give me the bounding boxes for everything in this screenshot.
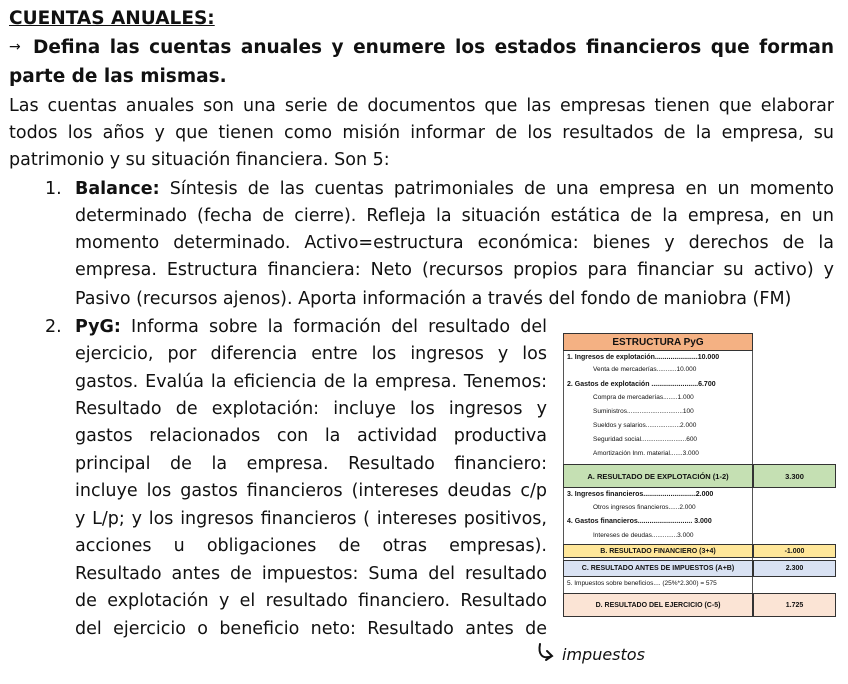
question-line-1: Defina las cuentas anuales y enumere los estados financieros que forman [33, 37, 834, 58]
handwritten-arrow-icon [536, 640, 656, 674]
pyg-structure-table [563, 333, 836, 617]
item-line: Resultado antes de impuestos: Suma del resultado [75, 564, 547, 584]
intro-line: patrimonio y su situación financiera. Son 5: [9, 150, 390, 170]
table-row: 3. Ingresos financieros...........................2.000 [567, 491, 714, 498]
table-row: Sueldos y salarios...................2.000 [593, 422, 697, 429]
item-line: Pasivo (recursos ajenos). Aporta información a través del fondo de maniobra (FM) [75, 289, 792, 309]
item-line: acciones u obligaciones de otras empresas). [75, 536, 547, 556]
item-line: gastos relacionados con la actividad productiva [75, 426, 547, 446]
list-number: 2. [45, 317, 62, 337]
table-row: Amortización Inm. material.......3.000 [593, 450, 699, 457]
table-row: Venta de mercaderías...........10.000 [593, 366, 697, 373]
item-line: y L/p; y los ingresos financieros ( intereses positivos, [75, 509, 547, 529]
table-row: 2. Gastos de explotación ........................6.700 [567, 381, 716, 388]
table-header: ESTRUCTURA PyG [563, 333, 753, 351]
item-line: incluye los gastos financieros (intereses deudas c/p [75, 481, 547, 501]
item-line: gastos. Evalúa la eficiencia de la empresa. Tenemos: [75, 372, 547, 392]
table-row: Suministros...............................100 [593, 408, 694, 415]
list-item-balance-first [75, 176, 834, 203]
term-balance: Balance: [75, 179, 160, 199]
item-line: del ejercicio o beneficio neto: Resultado antes de [75, 619, 547, 639]
table-row: 5. Impuestos sobre beneficios.... (25%*2.300) = 575 [567, 580, 717, 587]
result-antes-label: C. RESULTADO ANTES DE IMPUESTOS (A+B) [563, 560, 753, 577]
result-financiero-value: -1.000 [753, 544, 836, 558]
item-line: de explotación y el resultado financiero. Resultado [75, 591, 547, 611]
page-title: CUENTAS ANUALES: [9, 8, 215, 29]
item-line: determinado (fecha de cierre). Refleja la situación estática de la empresa, en un [75, 206, 834, 226]
result-explotacion-label: A. RESULTADO DE EXPLOTACIÓN (1-2) [563, 464, 753, 488]
table-row: Otros ingresos financieros......2.000 [593, 504, 696, 511]
item-line: Resultado de explotación: incluye los ingresos y [75, 399, 547, 419]
result-explotacion-value: 3.300 [753, 464, 836, 488]
item-line: empresa. Estructura financiera: Neto (recursos propios para financiar su activo) y [75, 260, 834, 280]
term-pyg: PyG: [75, 317, 121, 337]
item-line: momento determinado. Activo=estructura económica: bienes y derechos de la [75, 233, 834, 253]
list-number: 1. [45, 179, 62, 199]
table-row: Compra de mercaderías........1.000 [593, 394, 694, 401]
result-antes-value: 2.300 [753, 560, 836, 577]
list-item-pyg-first [75, 314, 547, 341]
result-ejercicio-label: D. RESULTADO DEL EJERCICIO (C-5) [563, 593, 753, 617]
table-row: Intereses de deudas..............3.000 [593, 532, 694, 539]
item-text: Informa sobre la formación del resultado del [120, 317, 547, 337]
table-row: 1. Ingresos de explotación......................10.000 [567, 354, 720, 361]
question-line-2: parte de las mismas. [9, 66, 227, 87]
item-line: principal de la empresa. Resultado financiero: [75, 454, 547, 474]
result-ejercicio-value: 1.725 [753, 593, 836, 617]
handwritten-text: impuestos [562, 645, 645, 664]
table-row: Seguridad social.........................600 [593, 436, 698, 443]
result-financiero-label: B. RESULTADO FINANCIERO (3+4) [563, 544, 753, 558]
arrow-icon: → [9, 39, 21, 55]
intro-line: todos los años y que tienen como misión informar de los resultados de la empresa, su [9, 123, 834, 143]
handwritten-note [536, 640, 656, 678]
item-line: ejercicio, por diferencia entre los ingresos y los [75, 344, 547, 364]
intro-line: Las cuentas anuales son una serie de documentos que las empresas tienen que elaborar [9, 96, 834, 116]
item-text: Síntesis de las cuentas patrimoniales de una empresa en un momento [159, 179, 834, 199]
table-row: 4. Gastos financieros............................ 3.000 [567, 518, 712, 525]
